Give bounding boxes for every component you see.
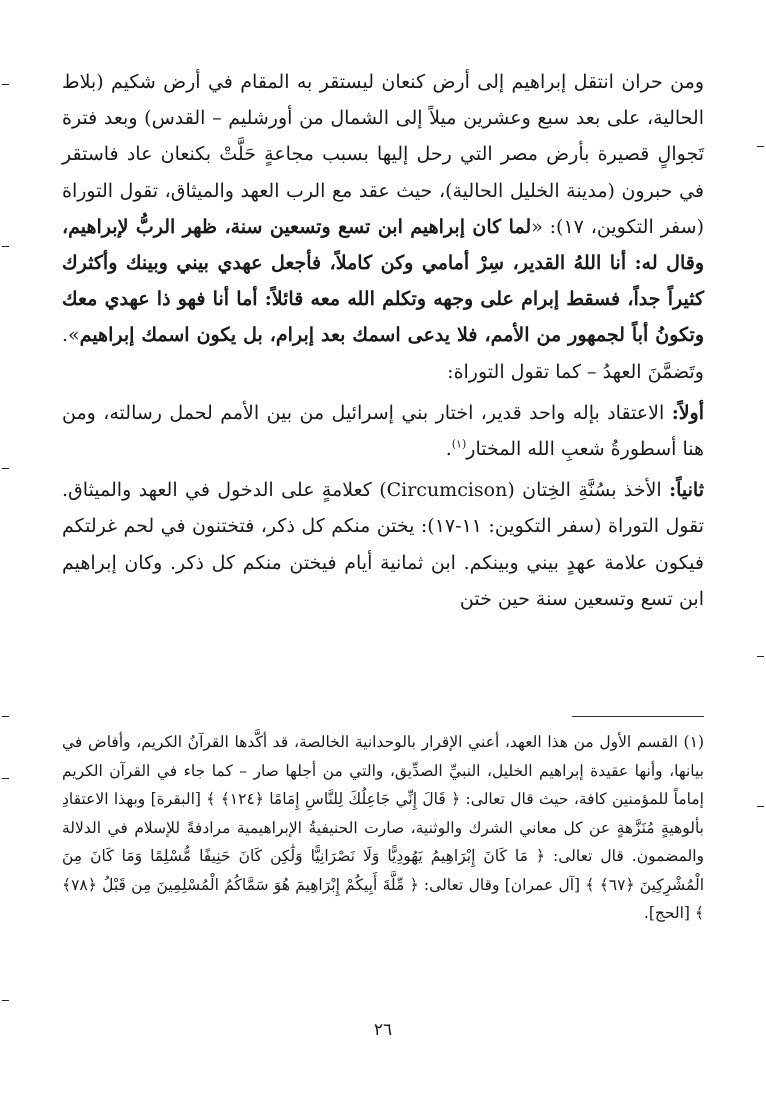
footnote-reference[interactable]: (١) (451, 437, 467, 451)
point-one (62, 395, 704, 467)
point-one-text: الاعتقاد بإله واحد قدير، اختار بني إسرائيل من بين الأمم لحمل رسالته، ومن هنا أسطورةُ شعبِ الله المختار (62, 401, 704, 461)
point-two-text: الأخذ بسُنَّةِ الخِتان (Circumcison) كعلامةٍ على الدخول في العهد والميثاق. تقول التوراة (سفر التكوين: ١١-١٧): يختن منكم كل ذكر، فتختنون في لحم غرلتكم فيكون علامة عهدٍ بيني وبينكم. ابن ثمانية أيام فيختن منكم كل ذكر. وكان إبراهيم ابن تسع وتسعين سنة حين ختن (62, 479, 704, 610)
margin-tick (2, 84, 9, 85)
quran-verse-3: ﴿ مِّلَّةَ أَبِيكُمْ إِبْرَاهِيمَ هُوَ سَمَّاكُمُ الْمُسْلِمِينَ مِن قَبْلُ ﴿٧٨﴾ ﴾ (62, 875, 704, 922)
footnote-text-2: [البقرة] وبهذا الاعتقادِ بألوهيةٍ مُنَزَّهةٍ عن كل معاني الشرك والوثنية، صارت الحنيفيةُ الإبراهيمية مرادفةً للإسلام في الدلالة والمضمون. قال تعالى: (62, 790, 704, 865)
page-number: ٢٦ (373, 1020, 393, 1040)
footnote-marker: (١) (683, 733, 704, 751)
point-two-label: ثانياً: (669, 479, 704, 502)
point-one-end: . (445, 438, 452, 461)
paragraph-covenant-end: ». وتَضمَّنَ العهدُ – كما تقول التوراة: (62, 324, 704, 383)
main-text (62, 64, 704, 617)
quran-verse-2: ﴿ مَا كَانَ إِبْرَاهِيمُ يَهُودِيًّا وَلَا نَصْرَانِيًّا وَلَٰكِن كَانَ حَنِيفًا مُّسْلِمًا وَمَا كَانَ مِنَ الْمُشْرِكِينَ ﴿٦٧﴾ ﴾ (62, 847, 705, 894)
footnote-divider (572, 716, 704, 717)
margin-tick (757, 806, 764, 807)
footnote-text-4: [الحج]. (643, 904, 695, 922)
footnote (62, 728, 704, 928)
margin-tick (2, 716, 9, 717)
margin-tick (2, 468, 9, 469)
margin-tick (2, 778, 9, 779)
torah-quote: لما كان إبراهيم ابن تسع وتسعين سنة، ظهر الربُّ لإبراهيم، وقال له: أنا اللهُ القدير، سِرْ أمامي وكن كاملاً، فأجعل عهدي بيني وبينك وأكثرك كثيراً جداً، فسقط إبرام على وجهه وتكلم الله معه قائلاً: أما أنا فهو ذا عهدي معك وتكونُ أباً لجمهور من الأمم، فلا يدعى اسمك بعد إبرام، بل يكون اسمك إبراهيم (62, 215, 704, 347)
footnote-text-3: [آل عمران] وقال تعالى: (418, 875, 586, 894)
quran-verse-1: ﴿ قَالَ إِنِّي جَاعِلُكَ لِلنَّاسِ إِمَامًا ﴿١٢٤﴾ ﴾ (206, 790, 461, 808)
point-two (62, 472, 704, 617)
margin-tick (2, 246, 9, 247)
margin-tick (2, 1000, 9, 1001)
footnote-text-1: القسم الأول من هذا العهد، أعني الإقرار بالوحدانية الخالصة، قد أكَّدها القرآنُ الكريم، وأفاض في بيانها، وأنها عقيدة إبراهيم الخليل، النبيِّ الصدِّيق، والتي من أجلها صار – كما جاء في القرآن الكريم إماماً للمؤمنين كافة، حيث قال تعالى: (62, 733, 704, 808)
point-one-label: أولاً: (671, 401, 704, 424)
margin-tick (757, 146, 764, 147)
margin-tick (757, 656, 764, 657)
paragraph-covenant (62, 64, 704, 390)
paragraph-covenant-intro: ومن حران انتقل إبراهيم إلى أرض كنعان ليستقر به المقام في أرض شكيم (بلاط الحالية، على بعد سبع وعشرين ميلاً إلى الشمال من أورشليم – القدس) وبعد فترة تَجوالٍ قصيرة بأرض مصر التي رحل إليها بسبب مجاعةٍ حَلَّتْ بكنعان عاد فاستقر في حبرون (مدينة الخليل الحالية)، حيث عقد مع الرب العهد والميثاق، تقول التوراة (سفر التكوين، ١٧): « (62, 71, 704, 238)
